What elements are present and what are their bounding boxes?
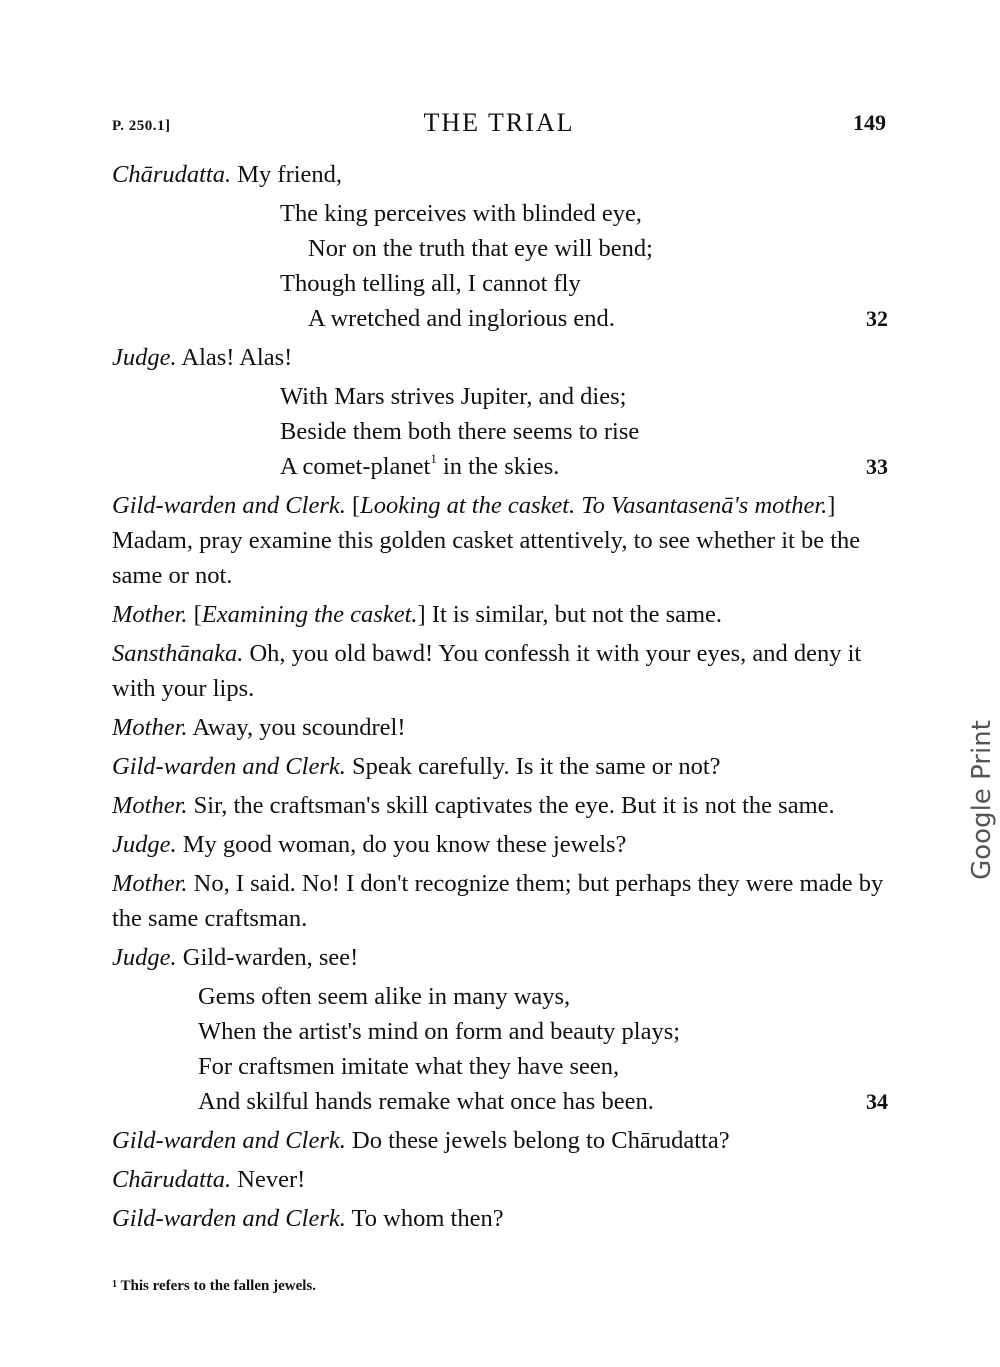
verse-line-text: A comet-planet [280,453,431,480]
verse-line-text: Though telling all, I cannot fly [280,270,581,297]
dialogue-text: Speak carefully. Is it the same or not? [345,753,721,780]
speaker-name: Gild-warden and Clerk. [112,1127,346,1154]
verse-line [112,301,888,336]
speaker-name: Gild-warden and Clerk. [112,753,346,780]
dialogue-paragraph [112,1123,888,1158]
speaker-name: Chārudatta. [112,161,232,188]
page-number: 149 [853,110,886,135]
bracket-open: [ [187,601,202,628]
dialogue-text: My good woman, do you know these jewels? [176,831,627,858]
footnote-marker: 1 [112,1279,117,1290]
speaker-name: Mother. [112,792,188,819]
dialogue-text: No, I said. No! I don't recognize them; but perhaps they were made by the same craftsman. [112,870,884,932]
speaker-name: Gild-warden and Clerk. [112,492,346,519]
verse-line [112,266,888,301]
verse-number: 32 [866,306,888,331]
dialogue-text: To whom then? [345,1205,504,1232]
dialogue-paragraph [112,749,888,784]
footnote-text: This refers to the fallen jewels. [117,1278,316,1294]
page-reference: P. 250.1] [112,118,171,134]
dialogue-text: Alas! Alas! [176,344,293,371]
verse-line [112,414,888,449]
dialogue-paragraph [112,866,888,936]
verse-line-text: Beside them both there seems to rise [280,418,640,445]
dialogue-paragraph [112,827,888,862]
verse-line [112,1014,888,1049]
dialogue-text: Away, you scoundrel! [187,714,406,741]
verse-line-text: The king perceives with blinded eye, [280,200,642,227]
verse-line [112,231,888,266]
dialogue-paragraph [112,1201,888,1236]
dialogue-paragraph [112,340,888,375]
bracket-open: [ [345,492,361,519]
dialogue-text: My friend, [231,161,343,188]
footnote [112,1278,316,1295]
stage-direction: Looking at the casket. To Vasantasenā's mother. [360,492,828,519]
verse-line-text: For craftsmen imitate what they have seen, [198,1053,620,1080]
speaker-name: Judge. [112,344,177,371]
dialogue-text: ] Madam, pray examine this golden casket attentively, to see whether it be the same or not. [112,492,861,589]
watermark-text: Google Print [967,720,997,880]
speaker-name: Judge. [112,944,177,971]
speaker-name: Mother. [112,714,188,741]
verse-line [112,1049,888,1084]
verse-line [112,379,888,414]
dialogue-text: Never! [231,1166,306,1193]
chapter-title: THE TRIAL [423,108,575,137]
verse-stanza [112,196,888,336]
verse-line-text: With Mars strives Jupiter, and dies; [280,383,627,410]
dialogue-text: Oh, you old bawd! You confessh it with your eyes, and deny it with your lips. [112,640,862,702]
dialogue-paragraph [112,636,888,706]
dialogue-paragraph [112,940,888,975]
running-header [112,108,886,144]
dialogue-paragraph [112,597,888,632]
dialogue-text: Gild-warden, see! [176,944,359,971]
dialogue-paragraph [112,488,888,593]
verse-line-text: And skilful hands remake what once has been. [198,1088,654,1115]
verse-line [112,196,888,231]
dialogue-text: ] It is similar, but not the same. [417,601,723,628]
speaker-name: Gild-warden and Clerk. [112,1205,346,1232]
google-print-watermark [962,700,1000,900]
verse-line-text: Nor on the truth that eye will bend; [308,235,653,262]
speaker-name: Mother. [112,870,188,897]
dialogue-paragraph [112,710,888,745]
speaker-name: Chārudatta. [112,1166,232,1193]
dialogue-text: Do these jewels belong to Chārudatta? [345,1127,730,1154]
dialogue-text: Sir, the craftsman's skill captivates the eye. But it is not the same. [187,792,835,819]
dialogue-paragraph [112,788,888,823]
footnote-reference: 1 [430,451,437,466]
verse-line-text: Gems often seem alike in many ways, [198,983,571,1010]
stage-direction: Examining the casket. [201,601,418,628]
verse-stanza [112,379,888,484]
verse-number: 34 [866,1089,888,1114]
speaker-name: Mother. [112,601,188,628]
page-body [112,157,888,1240]
dialogue-paragraph [112,157,888,192]
verse-line-text: in the skies. [436,453,560,480]
verse-line [112,979,888,1014]
verse-number: 33 [866,454,888,479]
verse-line [112,1084,888,1119]
verse-stanza [112,979,888,1119]
speaker-name: Sansthānaka. [112,640,244,667]
verse-line-text: When the artist's mind on form and beauty plays; [198,1018,681,1045]
verse-line [112,449,888,484]
speaker-name: Judge. [112,831,177,858]
verse-line-text: A wretched and inglorious end. [308,305,615,332]
dialogue-paragraph [112,1162,888,1197]
